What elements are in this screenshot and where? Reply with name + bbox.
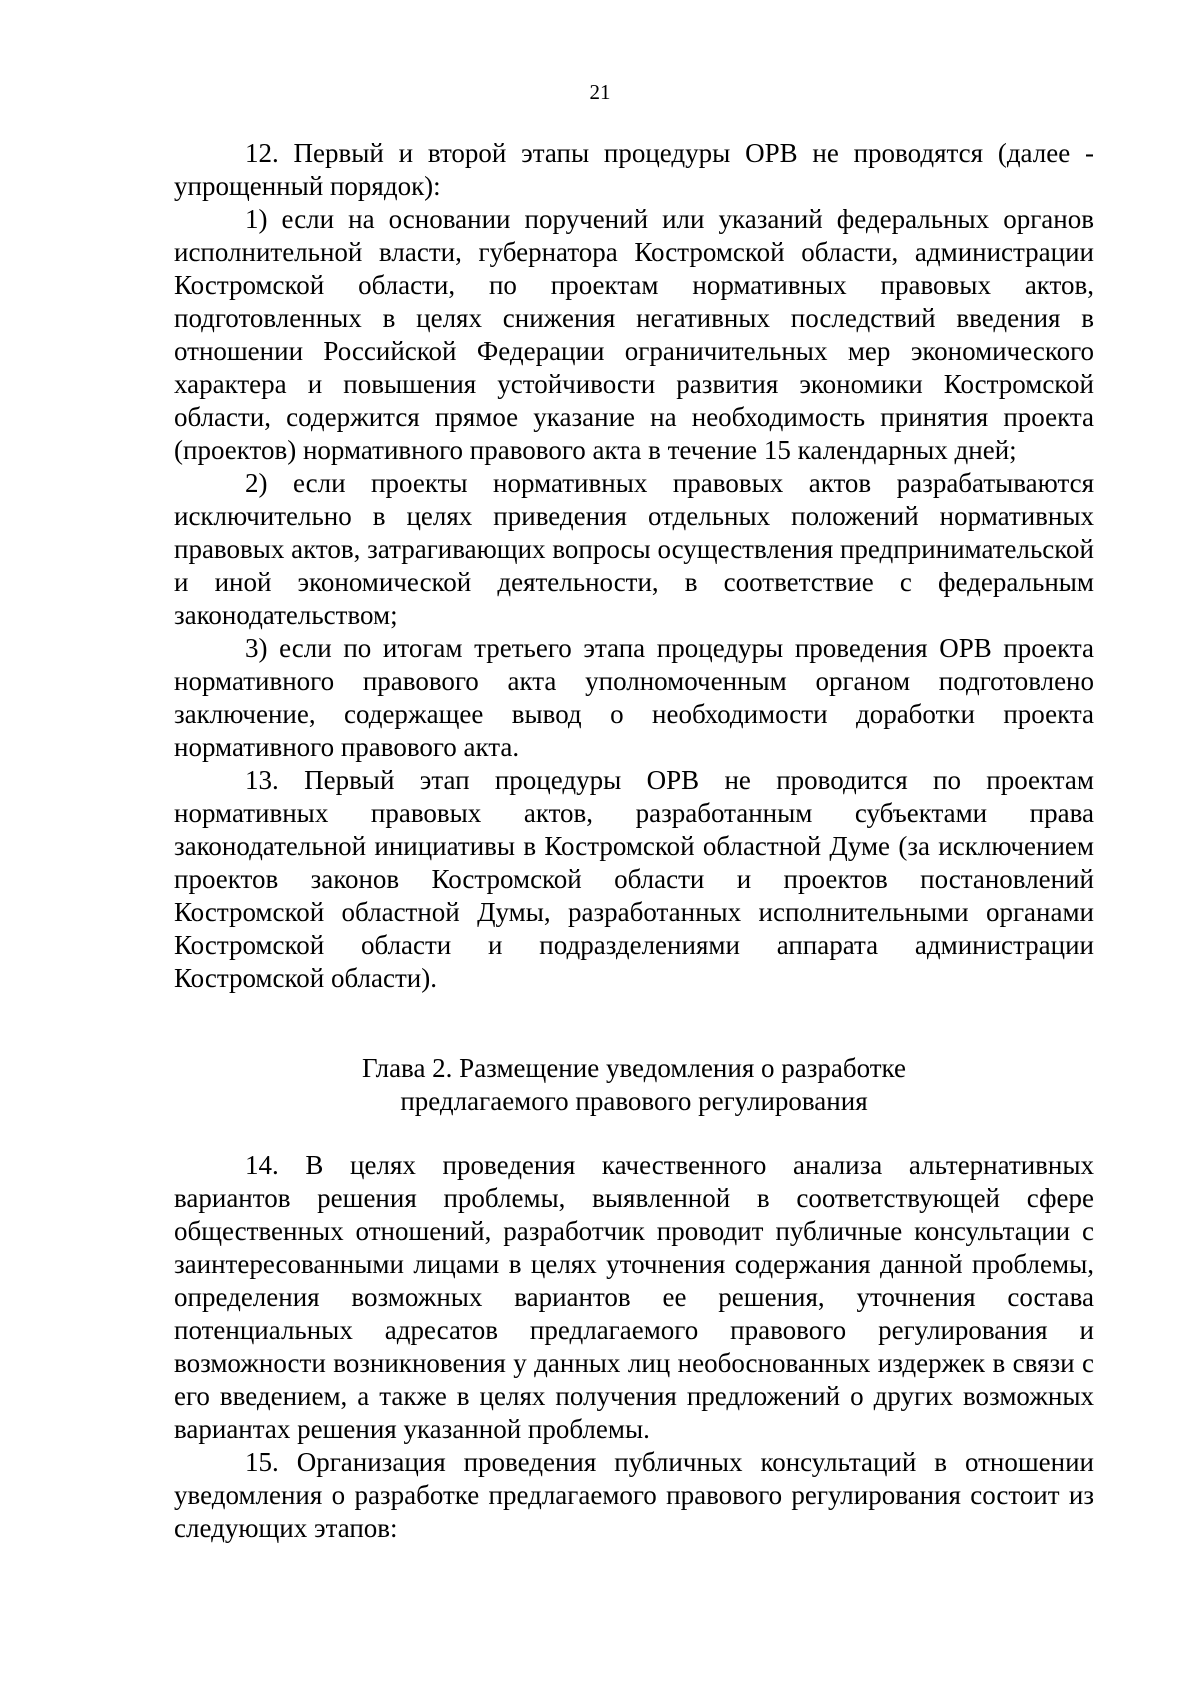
paragraph-15: 15. Организация проведения публичных консультаций в отношении уведомления о разработке предлагаемого правового регулирования состоит из следующих этапов:: [174, 1447, 1094, 1543]
chapter-heading-line-1: Глава 2. Размещение уведомления о разработке: [362, 1053, 906, 1083]
chapter-heading-line-2: предлагаемого правового регулирования: [400, 1086, 868, 1116]
chapter-heading: [174, 1052, 1094, 1118]
paragraph-12-item-2: 2) если проекты нормативных правовых актов разрабатываются исключительно в целях приведения отдельных положений нормативных правовых актов, затрагивающих вопросы осуществления предпринимательской и иной экономической деятельности, в соответствие с федеральным законодательством;: [174, 468, 1094, 630]
paragraph-14: 14. В целях проведения качественного анализа альтернативных вариантов решения проблемы, выявленной в соответствующей сфере общественных отношений, разработчик проводит публичные консультации с заинтересованными лицами в целях уточнения содержания данной проблемы, определения возможных вариантов ее решения, уточнения состава потенциальных адресатов предлагаемого правового регулирования и возможности возникновения у данных лиц необоснованных издержек в связи с его введением, а также в целях получения предложений о других возможных вариантах решения указанной проблемы.: [174, 1150, 1094, 1444]
paragraph-12: 12. Первый и второй этапы процедуры ОРВ не проводятся (далее - упрощенный порядок):: [174, 138, 1094, 201]
paragraph-12-item-3: 3) если по итогам третьего этапа процедуры проведения ОРВ проекта нормативного правового акта уполномоченным органом подготовлено заключение, содержащее вывод о необходимости доработки проекта нормативного правового акта.: [174, 633, 1094, 762]
page-number: 21: [589, 80, 611, 104]
paragraph-12-item-1: 1) если на основании поручений или указаний федеральных органов исполнительной власти, губернатора Костромской области, администрации Костромской области, по проектам нормативных правовых актов, подготовленных в целях снижения негативных последствий введения в отношении Российской Федерации ограничительных мер экономического характера и повышения устойчивости развития экономики Костромской области, содержится прямое указание на необходимость принятия проекта (проектов) нормативного правового акта в течение 15 календарных дней;: [174, 204, 1094, 465]
text-block-before-heading: [174, 137, 1094, 995]
text-block-after-heading: [174, 1149, 1094, 1545]
paragraph-13: 13. Первый этап процедуры ОРВ не проводится по проектам нормативных правовых актов, разработанным субъектами права законодательной инициативы в Костромской областной Думе (за исключением проектов законов Костромской области и проектов постановлений Костромской областной Думы, разработанных исполнительными органами Костромской области и подразделениями аппарата администрации Костромской области).: [174, 765, 1094, 993]
